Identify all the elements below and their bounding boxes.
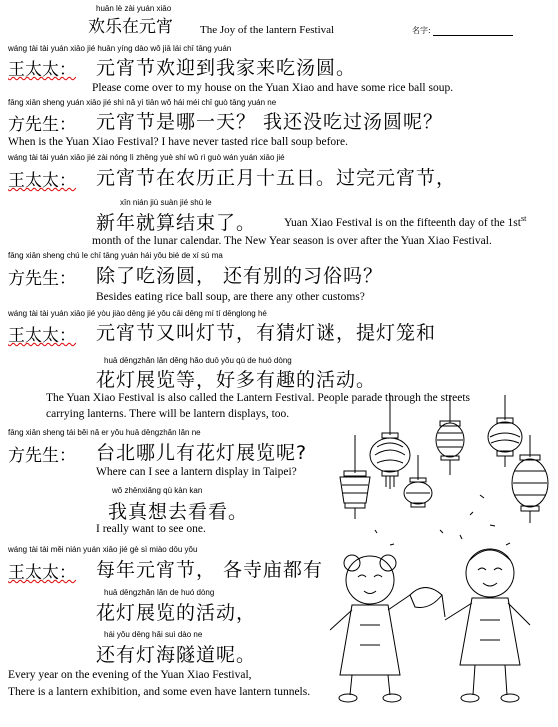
line-4-speaker: 方先生： [8,269,76,289]
line-5-chinese: 元宵节又叫灯节，有猜灯谜，提灯笼和 [96,322,437,344]
line-5-speaker: 王太太： [8,326,76,346]
dragon-lantern-icon [410,588,445,618]
lantern-4-icon [340,471,370,519]
line-7-pinyin-3: hái yǒu dēng hǎi suì dào ne [104,630,203,639]
line-2-speaker: 方先生： [8,115,76,135]
title-pinyin: huān lè zài yuán xiāo [96,4,172,13]
line-6-pinyin: fāng xiān sheng tái běi nǎ er yǒu huā dēngzhǎn lǎn ne [8,428,201,437]
lantern-children-illustration [330,395,556,705]
name-label: 名字 [412,26,428,35]
name-field[interactable]: 名字: [412,25,513,36]
line-4-pinyin: fāng xiān sheng chú le chī tāng yuán hái yǒu bié de xí sú ma [8,251,223,260]
line-2-english: When is the Yuan Xiao Festival? I have never tasted rice ball soup before. [8,136,348,148]
line-6-speaker: 方先生： [8,446,76,466]
line-7-english: Every year on the evening of the Yuan Xiao Festival, [8,669,252,681]
girl-with-lantern-icon [330,555,410,702]
line-7-chinese-3: 还有灯海隧道呢。 [96,644,257,666]
name-blank-line [433,27,513,36]
line-2-chinese: 元宵节是哪一天？ 我还没吃过汤圆呢？ [96,111,444,133]
line-3-english-2: month of the lunar calendar. The New Year season is over after the Yuan Xiao Festival. [92,235,492,247]
title-chinese: 欢乐在元宵 [88,17,173,37]
line-5-chinese-2: 花灯展览等，好多有趣的活动。 [96,369,377,391]
lantern-3-icon [488,418,522,467]
lantern-6-icon [512,455,548,523]
line-1-english: Please come over to my house on the Yuan Xiao and have some rice ball soup. [92,82,454,94]
boy-with-lantern-icon [445,549,530,702]
line-3-pinyin: wáng tài tài yuán xiāo jié zài nóng lì zhēng yuè shí wǔ rì guò wán yuán xiāo jié [8,153,285,162]
line-3-speaker: 王太太： [8,171,76,191]
title-english: The Joy of the lantern Festival [200,24,335,36]
line-3-english: Yuan Xiao Festival is on the fifteenth day of the $1st^{st}$ [284,214,527,229]
line-1-pinyin: wáng tài tài yuán xiāo jié huān yíng dào wǒ jiā lái chī tāng yuán [8,44,232,53]
line-5-pinyin-2: huā dēngzhǎn lǎn děng hǎo duō yǒu qù de huó dòng [104,356,292,365]
lantern-1-icon [370,433,410,489]
line-1-chinese: 元宵节欢迎到我家来吃汤圆。 [96,57,357,79]
line-7-english-2: There is a lantern exhibition, and some even have lantern tunnels. [8,686,311,698]
line-6-english: Where can I see a lantern display in Taipei? [96,466,297,478]
line-7-chinese-2: 花灯展览的活动， [96,602,257,624]
line-3-pinyin-2: xīn nián jiù suàn jié shù le [120,198,212,207]
lantern-2-icon [436,421,464,475]
line-6-chinese: 台北哪儿有花灯展览呢? [96,442,308,464]
line-5-english: The Yuan Xiao Festival is also called the Lantern Festival. People parade through the streets [46,392,470,404]
line-7-pinyin-2: huā dēngzhǎn lǎn de huó dòng [104,588,215,597]
line-2-pinyin: fāng xiān sheng yuán xiāo jié shì nǎ yì tiān wǒ hái méi chī guò tāng yuán ne [8,98,277,107]
line-5-english-2: carrying lanterns. There will be lantern displays, too. [46,408,290,420]
line-4-chinese: 除了吃汤圆， 还有别的习俗吗？ [96,265,384,287]
line-7-speaker: 王太太： [8,563,76,583]
line-3-chinese: 元宵节在农历正月十五日。过完元宵节， [96,167,457,189]
line-3-chinese-2: 新年就算结束了。 [96,212,257,234]
lantern-5-icon [404,478,432,507]
line-7-pinyin: wáng tài tài měi nián yuán xiāo jié gè sì miào dōu yǒu [8,545,198,554]
line-6-chinese-2: 我真想去看看。 [108,501,249,523]
line-6-pinyin-2: wǒ zhēnxiǎng qù kàn kan [112,486,203,495]
line-1-speaker: 王太太： [8,60,76,80]
line-7-chinese: 每年元宵节， 各寺庙都有 [96,559,324,581]
line-6-english-2: I really want to see one. [96,523,206,535]
line-5-pinyin: wáng tài tài yuán xiāo jié yòu jiào dēng jié yǒu cāi dēng mí tí dēnglong hé [8,309,267,318]
line-4-english: Besides eating rice ball soup, are there any other customs? [96,291,365,303]
